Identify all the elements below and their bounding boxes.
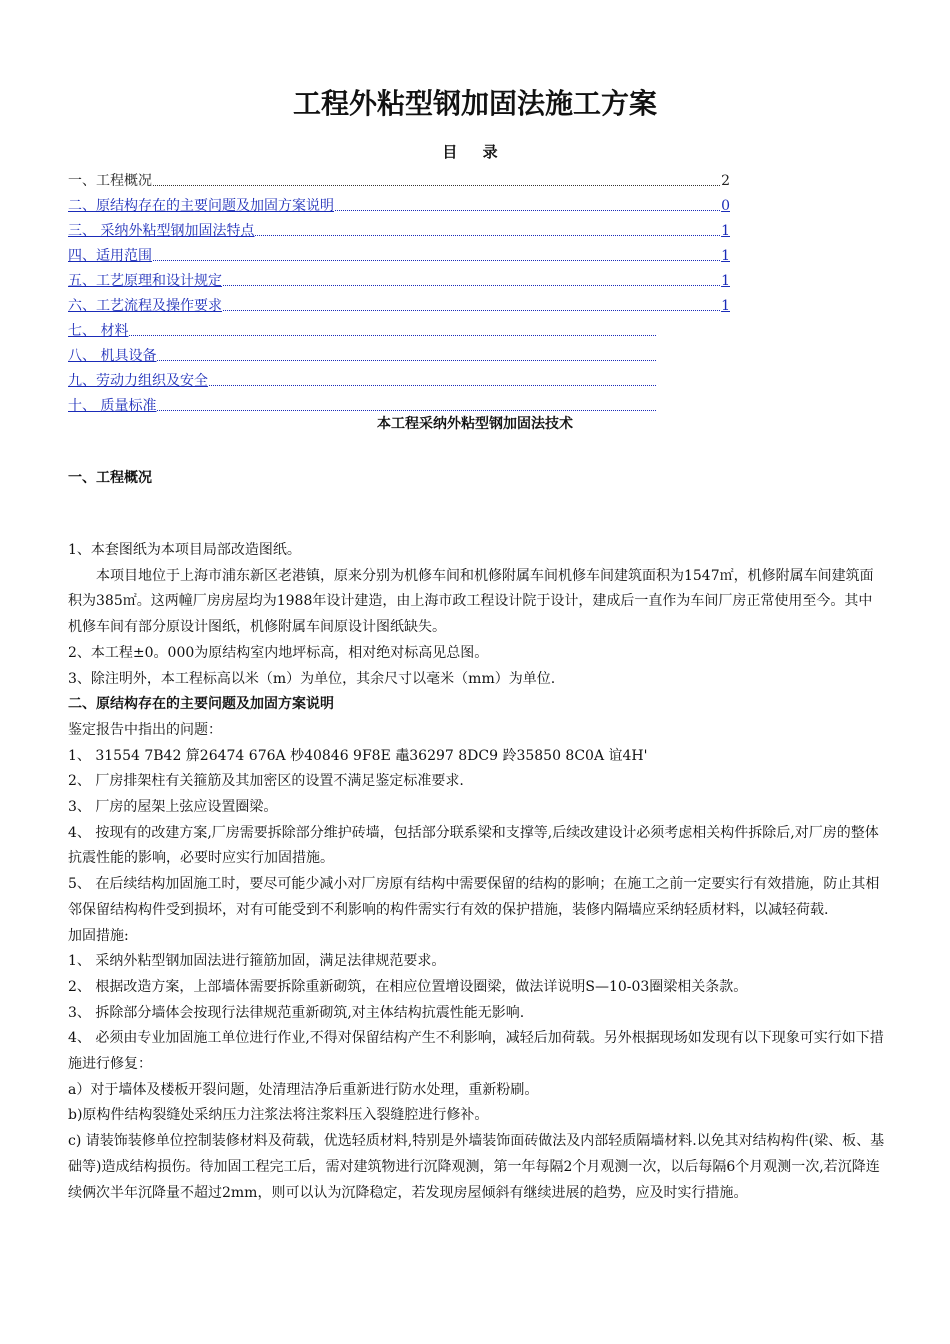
body-paragraph: c) 请装饰装修单位控制装修材料及荷载，优选轻质材料,特别是外墙装饰面砖做法及内部轻质隔墙材料.以免其对结构构件(梁、板、基础等)造成结构损伤。待加固工程完工后，需对建筑物进行沉降观测，第一年每隔2个月观测一次，以后每隔6个月观测一次,若沉降连续俩次半年沉降量不超过2mm，则可以认为沉降稳定，若发现房屋倾斜有继续进展的趋势，应及时实行措施。 bbox=[68, 1133, 885, 1201]
toc-entry-label: 八、 机具设备 bbox=[68, 348, 157, 364]
toc-leader-dots bbox=[223, 309, 720, 311]
toc-entry-label: 九、劳动力组织及安全 bbox=[68, 373, 208, 389]
toc-leader-dots bbox=[157, 409, 656, 411]
body-paragraph: 3、除注明外，本工程标高以米（m）为单位，其余尺寸以毫米（mm）为单位. bbox=[68, 670, 556, 687]
toc-entry[interactable] bbox=[68, 365, 657, 390]
toc-leader-dots bbox=[335, 209, 720, 211]
toc-entry-label: 三、 采纳外粘型钢加固法特点 bbox=[68, 223, 255, 239]
body-paragraph: 3、 厂房的屋架上弦应设置圈梁。 bbox=[68, 799, 278, 816]
body-paragraph: 1、 采纳外粘型钢加固法进行箍筋加固，满足法律规范要求。 bbox=[68, 953, 446, 970]
toc-leader-dots bbox=[129, 334, 656, 336]
toc-leader-dots bbox=[209, 384, 656, 386]
toc-leader-dots bbox=[255, 234, 720, 236]
toc-entry[interactable] bbox=[68, 265, 730, 290]
toc-entry-page: 1 bbox=[721, 273, 730, 289]
table-of-contents bbox=[68, 165, 730, 415]
body-paragraph: 2、 厂房排架柱有关箍筋及其加密区的设置不满足鉴定标准要求. bbox=[68, 773, 464, 790]
body-paragraph: 5、 在后续结构加固施工时，要尽可能少减小对厂房原有结构中需要保留的结构的影响；在施工之前一定要实行有效措施，防止其相邻保留结构构件受到损坏，对有可能受到不利影响的构件需实行有效的保护措施，装修内隔墙应采纳轻质材料，以减轻荷载. bbox=[68, 876, 880, 918]
toc-leader-dots bbox=[153, 259, 720, 261]
body-paragraph: 1、本套图纸为本项目局部改造图纸。 bbox=[68, 542, 301, 558]
body-paragraph: 4、 按现有的改建方案,厂房需要拆除部分维护砖墙，包括部分联系梁和支撑等,后续改建设计必须考虑相关构件拆除后,对厂房的整体抗震性能的影响，必要时应实行加固措施。 bbox=[68, 824, 879, 867]
toc-entry-label: 二、原结构存在的主要问题及加固方案说明 bbox=[68, 198, 334, 214]
toc-leader-dots bbox=[153, 184, 720, 186]
toc-entry-label: 六、工艺流程及操作要求 bbox=[68, 298, 222, 314]
toc-entry bbox=[68, 165, 730, 190]
body-paragraph: 2、 根据改造方案，上部墙体需要拆除重新砌筑，在相应位置增设圈梁，做法详说明S—10-03圈梁相关条款。 bbox=[68, 978, 748, 995]
document-subtitle: 本工程采纳外粘型钢加固法技术 bbox=[377, 416, 573, 432]
toc-entry[interactable] bbox=[68, 215, 730, 240]
body-paragraph: 鉴定报告中指出的问题： bbox=[68, 721, 222, 738]
body-paragraph: b)原构件结构裂缝处采纳压力注浆法将注浆料压入裂缝腔进行修补。 bbox=[68, 1107, 489, 1124]
document-body bbox=[68, 538, 886, 1206]
toc-entry-page: 1 bbox=[721, 248, 730, 264]
document-title: 工程外粘型钢加固法施工方案 bbox=[292, 87, 657, 120]
section-heading: 二、原结构存在的主要问题及加固方案说明 bbox=[68, 696, 334, 713]
toc-heading: 目 录 bbox=[442, 143, 508, 161]
toc-entry[interactable] bbox=[68, 390, 657, 415]
toc-entry[interactable] bbox=[68, 240, 730, 265]
toc-entry-label: 五、工艺原理和设计规定 bbox=[68, 273, 222, 289]
toc-entry-label: 一、工程概况 bbox=[68, 173, 152, 189]
toc-entry-page: 0 bbox=[721, 198, 730, 214]
toc-entry-label: 四、适用范围 bbox=[68, 248, 152, 264]
toc-entry-page: 2 bbox=[721, 173, 730, 189]
toc-entry-label: 十、 质量标准 bbox=[68, 398, 157, 414]
body-paragraph: 3、 拆除部分墙体会按现行法律规范重新砌筑,对主体结构抗震性能无影响. bbox=[68, 1004, 525, 1021]
section-heading: 一、工程概况 bbox=[68, 470, 152, 486]
body-paragraph: a）对于墙体及楼板开裂问题，处清理洁净后重新进行防水处理，重新粉刷。 bbox=[68, 1081, 539, 1098]
toc-entry[interactable] bbox=[68, 190, 730, 215]
toc-entry[interactable] bbox=[68, 315, 657, 340]
body-paragraph: 2、本工程±0。000为原结构室内地坪标高，相对绝对标高见总图。 bbox=[68, 644, 489, 661]
toc-entry-page: 1 bbox=[721, 223, 730, 239]
toc-entry[interactable] bbox=[68, 340, 657, 365]
body-paragraph: 1、 31554 7B42 箳26474 676A 杪40846 9F8E 鼃36297 8DC9 跉35850 8C0A 谊4H' bbox=[68, 747, 648, 764]
toc-leader-dots bbox=[223, 284, 720, 286]
toc-entry-page: 1 bbox=[721, 298, 730, 314]
toc-entry-label: 七、 材料 bbox=[68, 323, 129, 339]
body-paragraph: 4、 必须由专业加固施工单位进行作业,不得对保留结构产生不利影响，减轻后加荷载。另外根据现场如发现有以下现象可实行如下措施进行修复： bbox=[68, 1030, 884, 1073]
body-paragraph: 本项目地位于上海市浦东新区老港镇，原来分别为机修车间和机修附属车间机修车间建筑面积为1547㎡，机修附属车间建筑面积为385㎡。这两幢厂房房屋均为1988年设计建造，由上海市政工程设计院于设计，建成后一直作为车间厂房正常使用至今。其中机修车间有部分原设计图纸，机修附属车间原设计图纸缺失。 bbox=[68, 567, 874, 636]
body-paragraph: 加固措施: bbox=[68, 927, 129, 944]
toc-entry[interactable] bbox=[68, 290, 730, 315]
toc-leader-dots bbox=[157, 359, 656, 361]
